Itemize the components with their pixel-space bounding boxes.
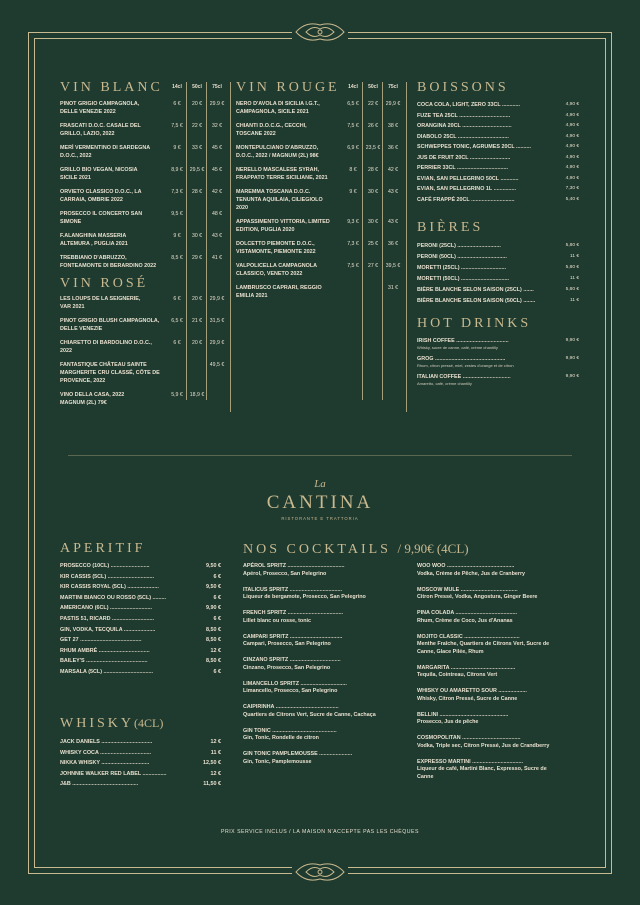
wine-name: FANTASTIQUE CHÂTEAU SAINTE MARGHERITE CRU CLASSÉ, CÔTE DE PROVENCE, 2022 [60, 362, 160, 384]
drink-item [417, 102, 579, 109]
wine-price: 29,9 € [209, 340, 225, 346]
cocktail-desc: Liqueur de café, Martini Blanc, Expresso, Sucre de Canne [417, 766, 547, 781]
boissons-title: BOISSONS [417, 80, 509, 95]
wine-price: 49,5 € [209, 362, 225, 368]
cocktail-desc: Tequila, Cointreau, Citrons Vert [417, 672, 498, 679]
col-75cl: 75cl [212, 84, 222, 90]
menu-line [60, 605, 221, 611]
cocktails-title-sub: / 9,90€ (4CL) [397, 541, 469, 556]
drink-item [417, 113, 579, 120]
cocktail-item [417, 688, 579, 704]
wine-price: 31,5 € [209, 318, 225, 324]
cocktail-name: MARGARITA ........................................... [417, 664, 516, 671]
line-name: AMERICANO (6CL) ............................ [60, 605, 152, 612]
wine-price: 30 € [191, 233, 203, 239]
wine-name: MONTEPULCIANO D'ABRUZZO, D.O.C., 2022 / MAGNUM (2L) 98€ [236, 145, 319, 159]
whisky-title [60, 716, 163, 732]
cocktail-item [243, 634, 405, 650]
drink-name: COCA COLA, LIGHT, ZERO 33CL ............ [417, 102, 521, 108]
menu-line [60, 595, 221, 601]
cocktail-item [417, 712, 579, 728]
drink-item [417, 197, 579, 204]
wine-name: PINOT GRIGIO CAMPAGNOLA, DELLE VENEZIE 2022 [60, 101, 140, 115]
cocktail-desc: Campari, Prosecco, San Pelegrino [243, 641, 331, 648]
wine-name: MAREMMA TOSCANA D.O.C. TENUNTA AQUILAIA, CILIEGIOLO 2020 [236, 189, 323, 211]
wine-price: 5,9 € [171, 392, 183, 398]
cocktail-name: GIN TONIC ........................................... [243, 727, 337, 734]
wine-price: 7,5 € [171, 123, 183, 129]
bottom-ornament [292, 859, 348, 885]
wine-name: LES LOUPS DE LA SEIGNERIE, VAR 2021 [60, 296, 141, 310]
line-name: JOHNNIE WALKER RED LABEL ................ [60, 770, 167, 777]
wine-price: 29.9 € [209, 101, 225, 107]
menu-line [60, 739, 221, 745]
drink-name: PERONI (50CL) ................................. [417, 254, 507, 260]
cocktail-desc: Liqueur de bergamote, Prosecco, San Pelegrino [243, 594, 366, 601]
wine-item [60, 318, 286, 334]
drink-name: PERRIER 33CL .................................. [417, 165, 508, 171]
wine-price: 36 € [387, 241, 399, 247]
cocktail-item [417, 665, 579, 681]
wine-name: VINO DELLA CASA, 2022 MAGNUM (2L) 79€ [60, 392, 125, 406]
vin-blanc-title: VIN BLANC [60, 80, 163, 95]
line-price: 11 € [210, 749, 221, 756]
drink-price: 7,30 € [565, 186, 579, 191]
col-14cl: 14cl [348, 84, 358, 90]
wine-price: 20 € [191, 340, 203, 346]
cocktail-item [417, 759, 579, 782]
wine-price: 7,3 € [347, 241, 359, 247]
drink-price: 9,90 € [565, 356, 579, 361]
drink-item [417, 265, 579, 272]
wine-price: 8,9 € [171, 167, 183, 173]
menu-line [60, 627, 221, 633]
wine-name: MERÌ VERMENTINO DI SARDEGNA D.O.C., 2022 [60, 145, 151, 159]
top-ornament [292, 19, 348, 45]
logo-script: La [314, 478, 326, 490]
wine-item [60, 362, 286, 386]
wine-price: 25 € [367, 241, 379, 247]
drink-item [417, 374, 579, 386]
wine-price: 9 € [173, 233, 181, 239]
col-50cl: 50cl [368, 84, 378, 90]
line-price: 6 € [213, 573, 221, 580]
drink-name: GROG ............................................... [417, 356, 506, 362]
aperitif-title: APERITIF [60, 541, 146, 556]
cocktail-item [243, 657, 405, 673]
menu-line [60, 584, 221, 590]
menu-line [60, 563, 221, 569]
cocktail-item [243, 610, 405, 626]
line-price: 8,50 € [206, 658, 221, 665]
drink-price: 11 € [570, 254, 579, 259]
cocktail-item [417, 735, 579, 751]
wine-name: VALPOLICELLA CAMPAGNOLA CLASSICO, VENETO 2022 [236, 263, 318, 277]
cocktail-name: EXPRESSO MARTINI .................................. [417, 758, 524, 765]
wine-price: 36 € [387, 145, 399, 151]
wine-price: 6 € [173, 340, 181, 346]
wine-price: 32 € [211, 123, 223, 129]
drink-price: 5,80 € [565, 287, 579, 292]
cocktail-desc: Rhum, Crème de Coco, Jus d'Ananas [417, 617, 513, 624]
cocktail-desc: Prosecco, Jus de pêche [417, 719, 479, 726]
drink-name: FUZE TEA 25CL .................................. [417, 112, 511, 119]
cocktail-name: CAMPARI SPRITZ ................................... [243, 633, 343, 640]
cocktail-name: BELLINI .............................................. [417, 711, 509, 718]
wine-name: NERELLO MASCALESE SYRAH, FRAPPATO TERRE SICILIANE, 2021 [236, 167, 328, 181]
line-name: KIR CASSIS (5CL) ............................... [60, 573, 155, 580]
cocktail-name: GIN TONIC PAMPLEMOUSSE ...................... [243, 751, 353, 757]
menu-line [60, 760, 221, 766]
wine-price: 20 € [191, 101, 203, 107]
wine-price: 9 € [173, 145, 181, 151]
line-price: 12,50 € [203, 760, 221, 767]
menu-line [60, 750, 221, 756]
line-price: 12 € [210, 647, 221, 654]
cocktail-name: FRENCH SPRITZ ..................................... [243, 610, 344, 616]
drink-item [417, 338, 579, 350]
cocktail-item [243, 587, 405, 603]
wine-name: CHIARETTO DI BARDOLINO D.O.C., 2022 [60, 340, 152, 354]
cocktail-item [243, 563, 405, 579]
wine-price: 7,5 € [347, 263, 359, 269]
line-name: MARSALA (5CL) ................................. [60, 669, 153, 675]
wine-price: 29,9 € [209, 296, 225, 302]
drink-price: 5,80 € [565, 243, 579, 248]
wine-price: 6,9 € [347, 145, 359, 151]
wine-item [60, 392, 286, 408]
drink-price: 9,90 € [565, 374, 579, 379]
drink-name: JUS DE FRUIT 20CL ........................... [417, 154, 511, 161]
wine-price: 27 € [367, 263, 379, 269]
wine-name: ORVIETO CLASSICO D.O.C., LA CARRAIA, OMBRIE 2022 [60, 189, 142, 203]
wine-name: TREBBIANO D'ABRUZZO, FONTEAMONTE DI BERARDINO 2022 [60, 255, 157, 269]
drink-desc: Amaretto, café, crème chantilly [417, 381, 472, 387]
line-price: 9,90 € [206, 605, 221, 612]
wine-name: PROSECCO IL CONCERTO SAN SIMONE [60, 211, 143, 225]
wine-price: 41 € [211, 255, 223, 261]
line-name: WHISKY COCA .................................. [60, 749, 152, 756]
line-price: 11,50 € [203, 781, 221, 788]
line-name: GIN, VODKA, TECQUILA ..................... [60, 626, 156, 633]
wine-price: 26 € [367, 123, 379, 129]
cocktail-desc: Gin, Tonic, Pamplemousse [243, 758, 312, 765]
line-price: 6 € [213, 669, 221, 675]
col-14cl: 14cl [172, 84, 182, 90]
drink-price: 4,90 € [565, 112, 579, 118]
line-price: 12 € [210, 770, 221, 777]
drink-name: MORETTI (25CL) .............................. [417, 265, 506, 271]
wine-price: 29 € [191, 255, 203, 261]
line-name: JACK DANIELS .................................. [60, 739, 153, 745]
drink-price: 5,80 € [565, 265, 579, 270]
drink-item [417, 298, 579, 305]
cocktail-desc: Gin, Tonic, Rondelle de citron [243, 735, 319, 742]
whisky-title-text: WHISKY [60, 716, 134, 731]
line-price: 9,50 € [206, 563, 221, 569]
cocktail-name: ITALICUS SPRITZ ................................... [243, 586, 343, 593]
cocktail-name: MOJITO CLASSIC ..................................... [417, 633, 520, 640]
wine-name: CHIANTI D.O.C.G., CECCHI, TOSCANE 2022 [236, 123, 307, 137]
menu-line [60, 637, 221, 643]
wine-price: 29,5 € [189, 167, 205, 173]
wine-price: 29,9 € [385, 101, 401, 107]
wine-price: 6,5 € [347, 101, 359, 107]
logo-name: CANTINA [266, 492, 374, 513]
drink-name: ITALIAN COFFEE ................................ [417, 374, 511, 380]
cocktail-item [417, 563, 579, 579]
drink-item [417, 287, 579, 294]
cocktail-name: WHISKY OU AMARETTO SOUR ................... [417, 688, 527, 694]
logo-tagline: RISTORANTE E TRATTORIA [281, 516, 359, 521]
drink-item [417, 123, 579, 130]
cocktail-item [243, 704, 405, 720]
drink-name: EVIAN, SAN PELLEGRINO 1L ............... [417, 186, 517, 192]
cocktail-name: WOO WOO ............................................. [417, 563, 515, 569]
menu-line [60, 781, 221, 787]
drink-name: MORETTI (50CL) ................................ [417, 276, 509, 282]
wine-price: 8,5 € [171, 255, 183, 261]
line-price: 8,50 € [206, 637, 221, 644]
cocktail-name: CAIPIRINHA .......................................... [243, 704, 339, 710]
drink-item [417, 134, 579, 141]
drink-name: IRISH COFFEE ................................... [417, 338, 509, 344]
wine-price: 23,5 € [365, 145, 381, 151]
line-price: 9,50 € [206, 584, 221, 591]
cocktail-desc: Limancello, Prosecco, San Pelegrino [243, 688, 338, 695]
cocktail-desc: Lillet blanc ou rosse, tonic [243, 617, 311, 624]
wine-price: 22 € [191, 123, 203, 129]
wine-price: 8 € [349, 167, 357, 173]
line-name: MARTINI BIANCO OU ROSSO (5CL) ......... [60, 594, 167, 601]
line-price: 6 € [213, 616, 221, 622]
menu-line [60, 616, 221, 622]
cocktail-name: PINA COLADA ......................................... [417, 610, 517, 616]
line-name: PASTIS 51, RICARD ............................ [60, 616, 154, 622]
drink-name: DIABOLO 25CL .................................. [417, 133, 509, 140]
line-price: 8,50 € [206, 626, 221, 633]
wine-price: 43 € [387, 219, 399, 225]
drink-price: 4,90 € [565, 175, 579, 181]
wine-price: 9,3 € [347, 219, 359, 225]
cocktail-desc: Vodka, Crème de Pêche, Jus de Cranberry [417, 570, 526, 577]
separator [68, 455, 572, 456]
menu-line [60, 771, 221, 777]
wine-price: 48 € [211, 211, 223, 217]
wine-price: 9,5 € [171, 211, 183, 217]
col-75cl: 75cl [388, 84, 398, 90]
cocktail-name: MOSCOW MULE ...................................... [417, 586, 518, 593]
cocktail-item [417, 610, 579, 626]
cocktail-desc: Whisky, Citron Pressé, Sucre de Canne [417, 695, 518, 702]
wine-name: APPASSIMENTO VITTORIA, LIMITED EDITION, PUGLIA 2020 [236, 219, 330, 233]
cocktail-name: APÉROL SPRITZ ...................................... [243, 563, 345, 569]
wine-name: F.ALANGHINA MASSERIA ALTEMURA , PUGLIA 2021 [60, 233, 128, 247]
drink-item [417, 176, 579, 183]
wine-name: NERO D'AVOLA DI SICILIA I.G.T., CAMPAGNOLA, SICILE 2021 [236, 101, 320, 115]
drink-item [417, 356, 579, 368]
wine-price: 33 € [191, 145, 203, 151]
drink-price: 4,90 € [565, 154, 579, 160]
cocktail-item [243, 728, 405, 744]
drink-item [417, 276, 579, 283]
wine-price: 30 € [367, 219, 379, 225]
cocktail-name: LIMANCELLO SPRITZ ............................... [243, 680, 347, 687]
wine-price: 21 € [191, 318, 203, 324]
line-name: NIKKA WHISKY ................................ [60, 760, 150, 767]
line-name: GET 27 ......................................... [60, 637, 142, 644]
hot-drinks-title: HOT DRINKS [417, 316, 532, 331]
line-name: J&B ............................................ [60, 781, 139, 788]
cocktail-name: COSMOPOLITAN ....................................... [417, 735, 521, 741]
footer-note: PRIX SERVICE INCLUS / LA MAISON N'ACCEPTE PAS LES CHÈQUES [221, 829, 419, 835]
drink-price: 4,90 € [565, 102, 579, 107]
cocktail-desc: Citron Pressé, Vodka, Angostura, Ginger Beere [417, 594, 538, 601]
wine-price: 6 € [173, 296, 181, 302]
wine-item [60, 340, 286, 356]
drink-price: 4,90 € [565, 165, 579, 170]
wine-price: 43 € [387, 189, 399, 195]
cocktail-item [417, 587, 579, 603]
drink-item [417, 165, 579, 172]
wine-price: 38 € [387, 123, 399, 129]
bieres-title: BIÈRES [417, 220, 484, 235]
cocktail-name: CINZANO SPRITZ .................................. [243, 657, 341, 663]
drink-item [417, 155, 579, 162]
cocktail-item [417, 634, 579, 657]
drink-item [417, 144, 579, 151]
menu-line [60, 669, 221, 675]
drink-item [417, 186, 579, 193]
menu-line [60, 658, 221, 664]
cocktail-item [243, 751, 405, 767]
drink-price: 4,90 € [565, 133, 579, 139]
cocktail-desc: Apérol, Prosecco, San Pelegrino [243, 570, 327, 577]
wine-price: 39,5 € [385, 263, 401, 269]
logo [240, 478, 400, 526]
vin-rose-title: VIN ROSÉ [60, 276, 149, 291]
drink-price: 11 € [570, 298, 579, 303]
drink-item [417, 243, 579, 250]
wine-price: 9 € [349, 189, 357, 195]
line-price: 12 € [210, 739, 221, 745]
line-name: RHUM AMBRÉ .................................. [60, 647, 150, 654]
wine-price: 31 € [387, 285, 399, 291]
wine-price: 45 € [211, 167, 223, 173]
drink-price: 5,40 € [565, 196, 579, 202]
wine-name: DOLCETTO PIEMONTE D.O.C., VISTAMONTE, PIEMONTE 2022 [236, 241, 316, 255]
cocktail-item [243, 681, 405, 697]
drink-name: EVIAN, SAN PELLEGRINO 50CL ............ [417, 175, 519, 182]
whisky-title-sub: (4CL) [134, 716, 164, 730]
drink-name: BIÈRE BLANCHE SELON SAISON (25CL) ....... [417, 287, 534, 293]
line-name: PROSECCO (10CL) .......................... [60, 563, 150, 569]
wine-price: 42 € [211, 189, 223, 195]
wine-price: 28 € [191, 189, 203, 195]
wine-price: 6 € [173, 101, 181, 107]
line-price: 6 € [213, 594, 221, 601]
wine-price: 28 € [367, 167, 379, 173]
cocktail-desc: Quartiers de Citrons Vert, Sucre de Canne, Cachaça [243, 711, 376, 718]
wine-price: 7,5 € [347, 123, 359, 129]
wine-price: 18,9 € [189, 392, 205, 398]
drink-price: 4,90 € [565, 123, 579, 128]
drink-price: 9,90 € [565, 338, 579, 343]
cocktail-desc: Menthe Fraîche, Quartiers de Citrons Vert, Sucre de Canne, Glace Pilée, Rhum [417, 641, 550, 656]
wine-name: GRILLO BIO VEGAN, NICOSIA SICILE 2021 [60, 167, 138, 181]
wine-price: 20 € [191, 296, 203, 302]
drink-name: ORANGINA 20CL ................................. [417, 123, 512, 129]
vin-rouge-title: VIN ROUGE [236, 80, 340, 95]
drink-desc: Rhum, citron pressé, miel, zestes d'orange et de citron [417, 363, 514, 369]
wine-price: 30 € [367, 189, 379, 195]
cocktails-title-text: NOS COCKTAILS [243, 542, 391, 557]
drink-price: 11 € [570, 276, 579, 281]
cocktails-title [243, 541, 469, 558]
cocktail-desc: Vodka, Triple sec, Citron Pressé, Jus de Crandberry [417, 742, 550, 749]
cocktail-desc: Cinzano, Prosecco, San Pelegrino [243, 664, 331, 671]
drink-name: CAFÉ FRAPPÉ 20CL ............................. [417, 196, 515, 203]
wine-price: 22 € [367, 101, 379, 107]
wine-price: 45 € [211, 145, 223, 151]
menu-line [60, 574, 221, 580]
line-name: BAILEY'S ......................................... [60, 658, 148, 665]
col-50cl: 50cl [192, 84, 202, 90]
drink-name: BIÈRE BLANCHE SELON SAISON (50CL) ........ [417, 298, 536, 304]
drink-desc: Whisky, sucre de canne, café, crème chantilly [417, 345, 498, 351]
line-name: KIR CASSIS ROYAL (5CL) ..................... [60, 584, 159, 591]
wine-price: 43 € [211, 233, 223, 239]
wine-name: FRASCATI D.O.C. CASALE DEL GRILLO, LAZIO, 2022 [60, 123, 141, 137]
drink-price: 4,90 € [565, 144, 579, 149]
drink-name: SCHWEPPES TONIC, AGRUMES 20CL .......... [417, 144, 532, 150]
wine-price: 42 € [387, 167, 399, 173]
wine-price: 6,5 € [171, 318, 183, 324]
menu-line [60, 648, 221, 654]
wine-price: 7,3 € [171, 189, 183, 195]
drink-item [417, 254, 579, 261]
wine-name: LAMBRUSCO CAPRARI, REGGIO EMILIA 2021 [236, 285, 322, 299]
wine-name: PINOT GRIGIO BLUSH CAMPAGNOLA, DELLE VENEZIE [60, 318, 160, 332]
drink-name: PERONI (25CL) ............................. [417, 243, 501, 249]
